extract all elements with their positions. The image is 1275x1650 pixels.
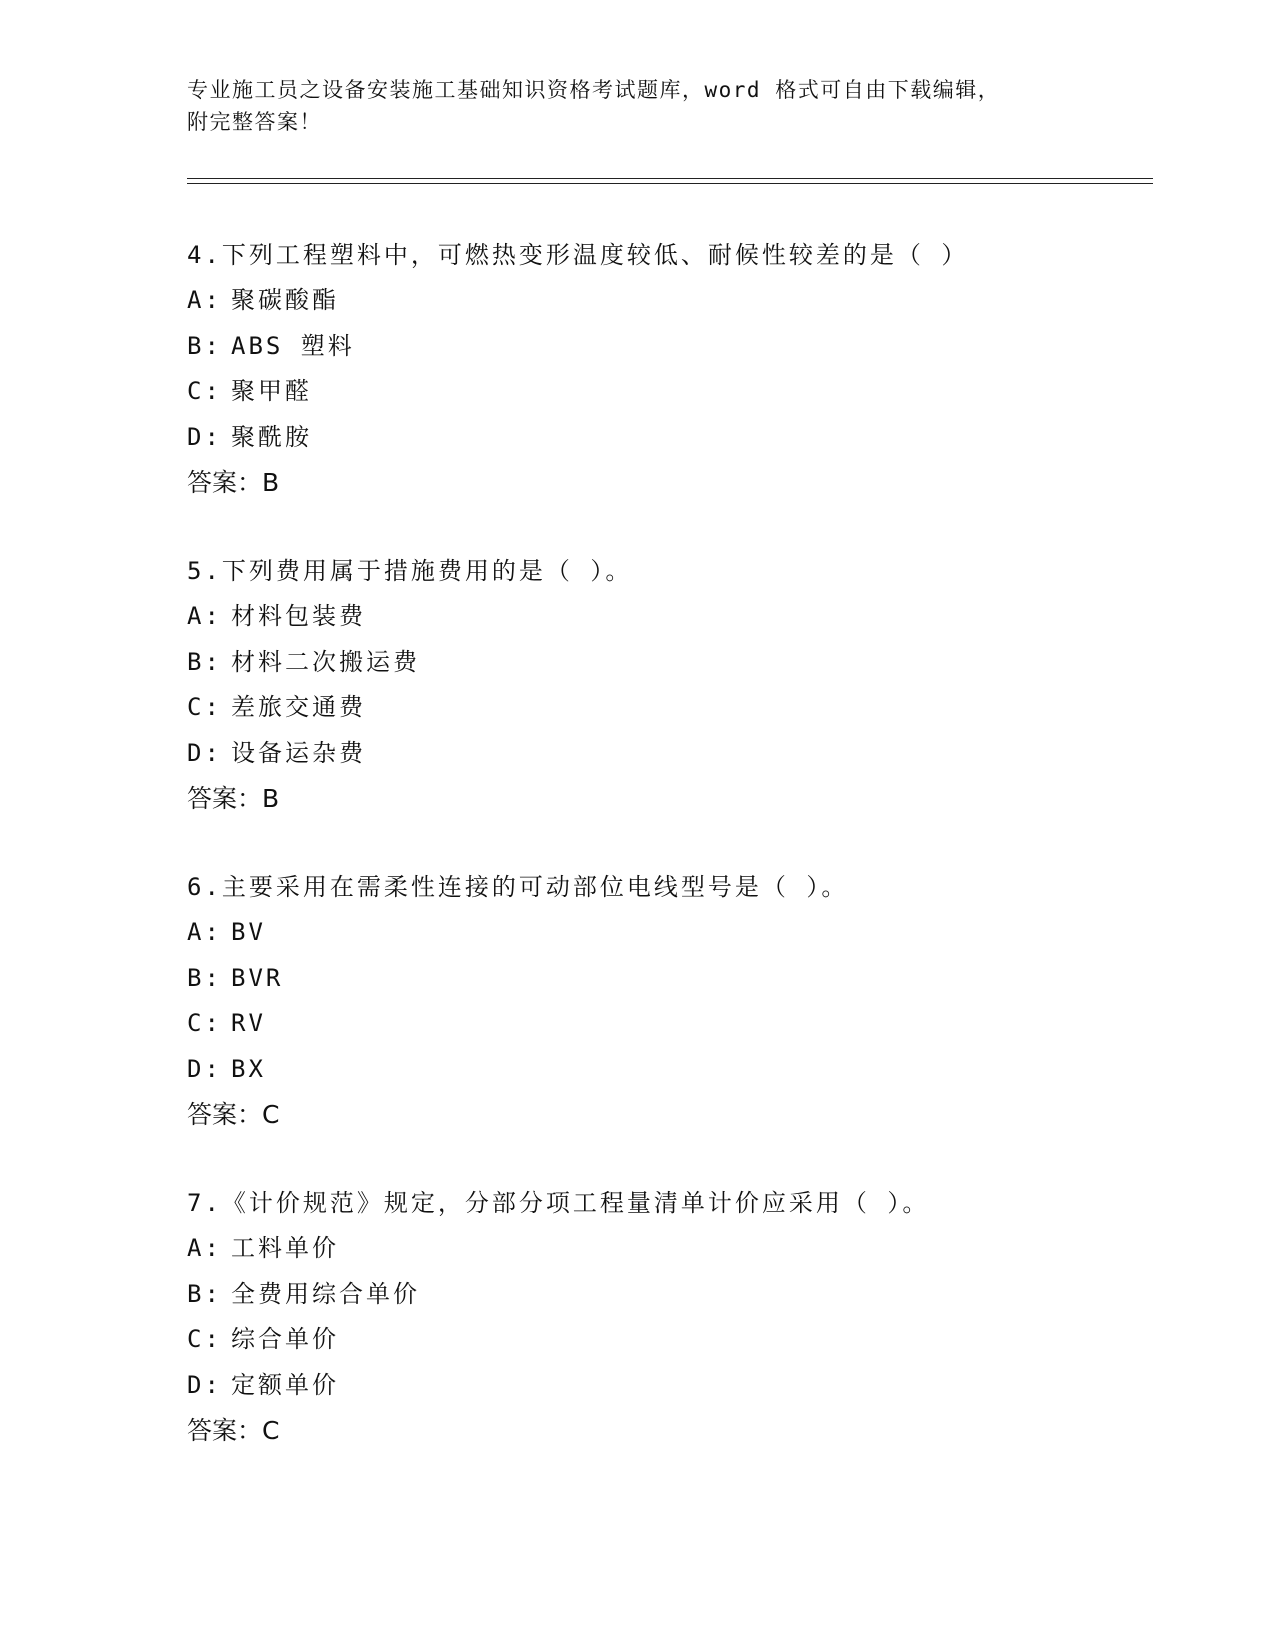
document-header xyxy=(187,74,1067,138)
header-divider-bottom xyxy=(187,183,1153,184)
question-stem: 4.下列工程塑料中，可燃热变形温度较低、耐候性较差的是（ ） xyxy=(187,241,969,269)
option-letter: B: xyxy=(187,331,222,360)
option-text: BX xyxy=(231,1054,266,1083)
option-letter: D: xyxy=(187,422,222,451)
option-letter: B: xyxy=(187,1279,222,1308)
answer: 答案：B xyxy=(187,468,280,497)
question-7 xyxy=(187,1181,1147,1453)
option-text: 工料单价 xyxy=(231,1234,339,1262)
option-c xyxy=(187,1317,1147,1363)
option-letter: C: xyxy=(187,693,222,721)
question-stem: 5.下列费用属于措施费用的是（ ）。 xyxy=(187,557,633,585)
option-d xyxy=(187,1047,1147,1093)
header-line-1: 专业施工员之设备安装施工基础知识资格考试题库，word 格式可自由下载编辑， xyxy=(187,78,1001,102)
option-text: 聚酰胺 xyxy=(231,422,312,451)
option-a xyxy=(187,594,1147,640)
option-letter: C: xyxy=(187,1325,222,1353)
option-text: 综合单价 xyxy=(231,1325,339,1353)
option-letter: C: xyxy=(187,1009,222,1037)
option-b xyxy=(187,956,1147,1002)
option-text: 材料二次搬运费 xyxy=(231,647,420,676)
option-text: 聚甲醛 xyxy=(231,377,312,405)
option-c xyxy=(187,369,1147,415)
option-b xyxy=(187,1272,1147,1318)
option-text: 定额单价 xyxy=(231,1370,339,1399)
option-letter: A: xyxy=(187,286,222,314)
question-6 xyxy=(187,865,1147,1137)
option-d xyxy=(187,731,1147,777)
option-c xyxy=(187,685,1147,731)
option-text: 聚碳酸酯 xyxy=(231,286,339,314)
option-c xyxy=(187,1001,1147,1047)
option-letter: A: xyxy=(187,1234,222,1262)
option-text: RV xyxy=(231,1009,266,1037)
question-4 xyxy=(187,233,1147,505)
option-letter: D: xyxy=(187,1370,222,1399)
option-letter: D: xyxy=(187,1054,222,1083)
option-b xyxy=(187,324,1147,370)
option-a xyxy=(187,1226,1147,1272)
header-divider-top xyxy=(187,178,1153,179)
option-letter: B: xyxy=(187,963,222,992)
option-letter: A: xyxy=(187,918,222,946)
option-d xyxy=(187,1363,1147,1409)
question-stem: 6.主要采用在需柔性连接的可动部位电线型号是（ ）。 xyxy=(187,873,849,901)
answer: 答案：B xyxy=(187,784,280,813)
option-text: 全费用综合单价 xyxy=(231,1279,420,1308)
option-letter: D: xyxy=(187,738,222,767)
answer: 答案：C xyxy=(187,1100,280,1129)
option-text: 设备运杂费 xyxy=(231,738,366,767)
question-5 xyxy=(187,549,1147,821)
answer: 答案：C xyxy=(187,1416,280,1445)
option-text: 差旅交通费 xyxy=(231,693,366,721)
option-b xyxy=(187,640,1147,686)
option-text: BV xyxy=(231,918,266,946)
option-letter: B: xyxy=(187,647,222,676)
option-text: ABS 塑料 xyxy=(231,331,355,360)
option-a xyxy=(187,278,1147,324)
question-stem: 7.《计价规范》规定，分部分项工程量清单计价应采用（ ）。 xyxy=(187,1189,930,1217)
option-text: BVR xyxy=(231,963,284,992)
header-line-2: 附完整答案！ xyxy=(187,110,322,134)
option-text: 材料包装费 xyxy=(231,602,366,630)
option-letter: A: xyxy=(187,602,222,630)
option-d xyxy=(187,415,1147,461)
option-letter: C: xyxy=(187,377,222,405)
option-a xyxy=(187,910,1147,956)
